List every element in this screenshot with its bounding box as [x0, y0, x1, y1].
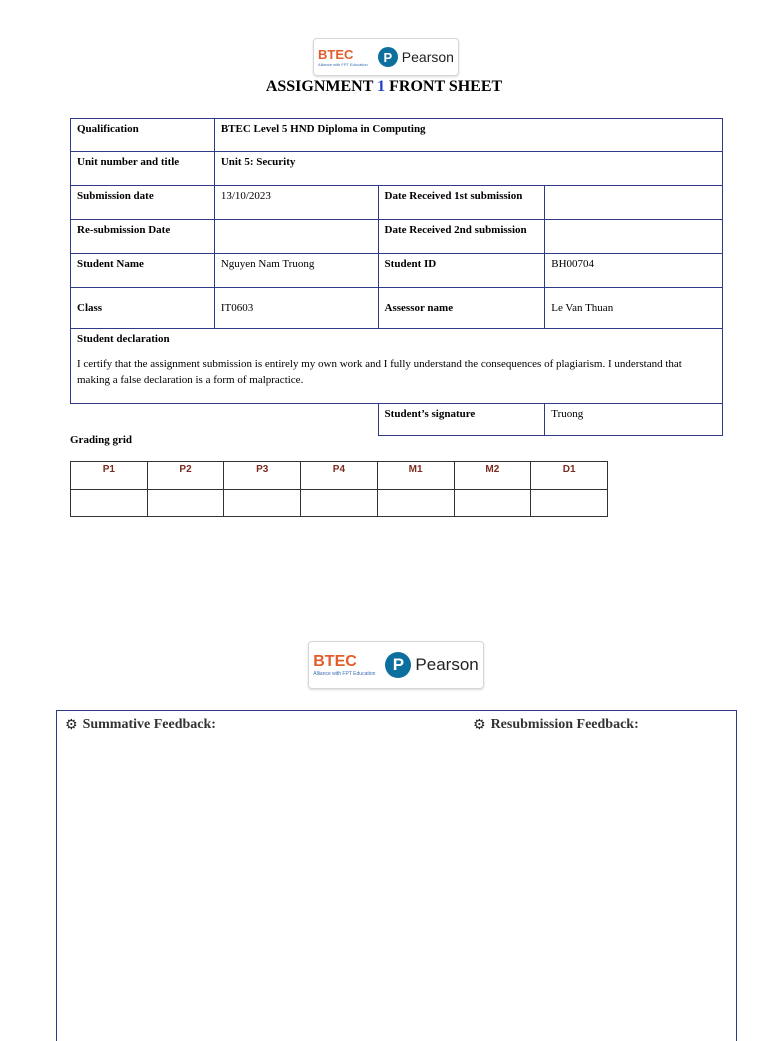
summative-feedback-heading: ⚙ Summative Feedback: — [65, 717, 216, 733]
pearson-mark-icon: P — [378, 47, 398, 67]
grade-cell[interactable] — [377, 490, 454, 517]
grading-grid — [70, 461, 608, 517]
btec-pearson-logo-bottom — [308, 641, 484, 689]
class-row — [71, 288, 723, 329]
resubmission-row — [71, 220, 723, 254]
submission-date-label: Submission date — [71, 186, 215, 220]
qualification-row — [71, 119, 723, 152]
student-row — [71, 254, 723, 288]
declaration-row — [71, 329, 723, 404]
grading-value-row — [71, 490, 608, 517]
grading-grid-title: Grading grid — [70, 434, 133, 446]
student-id-value: BH00704 — [545, 254, 723, 288]
student-name-value: Nguyen Nam Truong — [214, 254, 378, 288]
student-id-label: Student ID — [378, 254, 545, 288]
resubmission-value — [214, 220, 378, 254]
gear-icon: ⚙ — [65, 717, 78, 733]
signature-row — [71, 404, 723, 436]
grade-header: P4 — [301, 462, 378, 490]
feedback-box — [56, 710, 737, 1041]
grade-cell[interactable] — [454, 490, 531, 517]
unit-label: Unit number and title — [71, 152, 215, 186]
signature-value: Truong — [545, 404, 723, 436]
grade-cell[interactable] — [224, 490, 301, 517]
resubmission-label: Re-submission Date — [71, 220, 215, 254]
received-2nd-value — [545, 220, 723, 254]
declaration-text: I certify that the assignment submission is entirely my own work and I fully understand the consequences of plagiarism. I understand that making a false declaration is a form of malpractice. — [77, 358, 682, 386]
btec-logo: BTEC Alliance with FPT Education — [313, 652, 376, 677]
qualification-value: BTEC Level 5 HND Diploma in Computing — [214, 119, 722, 152]
gear-icon: ⚙ — [473, 717, 486, 733]
grade-cell[interactable] — [71, 490, 148, 517]
class-label: Class — [71, 288, 215, 329]
unit-row — [71, 152, 723, 186]
declaration-cell — [71, 329, 723, 404]
received-2nd-label: Date Received 2nd submission — [378, 220, 545, 254]
grade-header: M2 — [454, 462, 531, 490]
declaration-title: Student declaration — [77, 333, 170, 345]
assessor-value: Le Van Thuan — [545, 288, 723, 329]
grade-header: P2 — [147, 462, 224, 490]
grade-header: M1 — [377, 462, 454, 490]
class-value: IT0603 — [214, 288, 378, 329]
pearson-logo: P Pearson — [385, 652, 478, 678]
grade-cell[interactable] — [531, 490, 608, 517]
received-1st-value — [545, 186, 723, 220]
grade-cell[interactable] — [301, 490, 378, 517]
front-sheet-table — [70, 118, 723, 436]
grade-header: D1 — [531, 462, 608, 490]
submission-date-row — [71, 186, 723, 220]
student-name-label: Student Name — [71, 254, 215, 288]
grading-header-row — [71, 462, 608, 490]
assessor-label: Assessor name — [378, 288, 545, 329]
unit-value: Unit 5: Security — [214, 152, 722, 186]
page-title: ASSIGNMENT 1 FRONT SHEET — [265, 78, 503, 95]
received-1st-label: Date Received 1st submission — [378, 186, 545, 220]
resubmission-feedback-heading: ⚙ Resubmission Feedback: — [473, 717, 639, 733]
submission-date-value: 13/10/2023 — [214, 186, 378, 220]
grade-header: P1 — [71, 462, 148, 490]
btec-pearson-logo-top — [313, 38, 459, 76]
pearson-mark-icon: P — [385, 652, 411, 678]
pearson-logo: P Pearson — [378, 47, 454, 67]
grade-cell[interactable] — [147, 490, 224, 517]
grade-header: P3 — [224, 462, 301, 490]
signature-spacer — [71, 404, 379, 436]
qualification-label: Qualification — [71, 119, 215, 152]
btec-logo: BTEC Alliance with FPT Education — [318, 46, 368, 67]
signature-label: Student’s signature — [378, 404, 545, 436]
assignment-number: 1 — [377, 78, 386, 95]
